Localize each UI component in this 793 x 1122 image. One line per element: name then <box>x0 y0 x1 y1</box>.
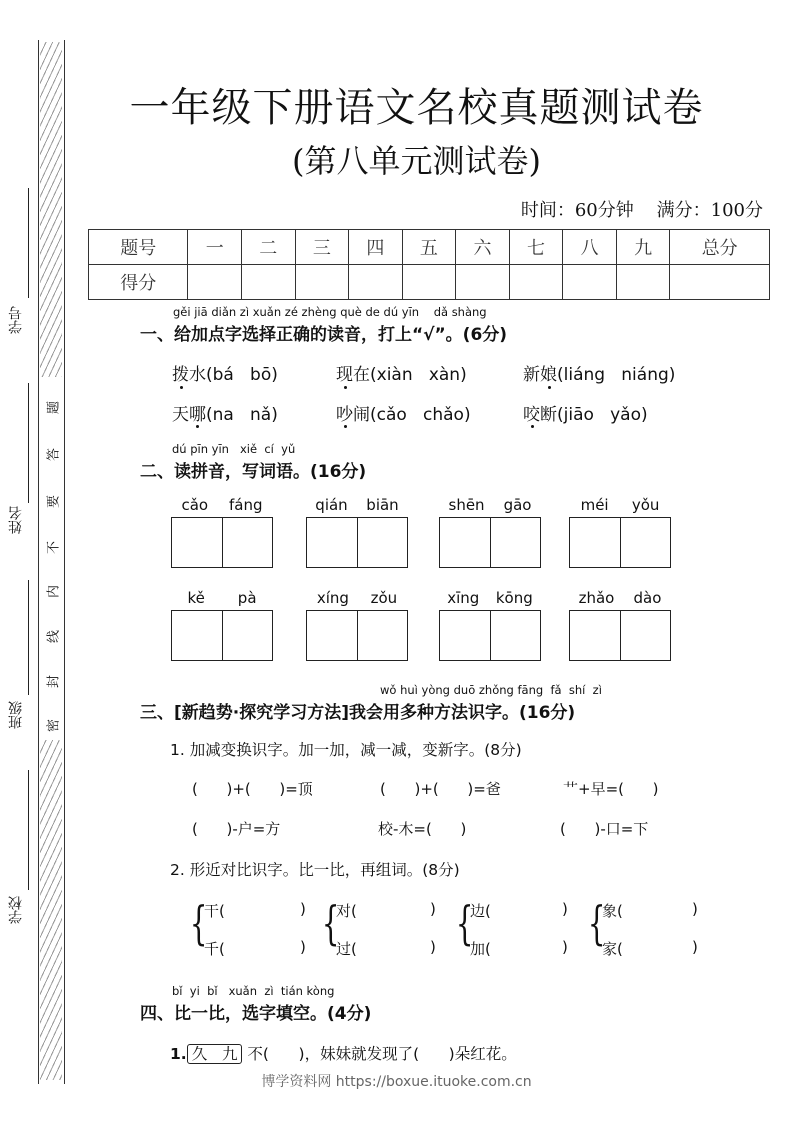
seal-char: 封 <box>46 675 62 689</box>
q4-item-number: 1. <box>170 1045 187 1063</box>
pinyin-pair <box>306 589 408 607</box>
writing-cell[interactable] <box>440 518 491 567</box>
writing-cell[interactable] <box>440 611 491 660</box>
close-paren[interactable]: ) <box>692 938 698 956</box>
brace-icon: { <box>455 896 474 950</box>
student-id-underline <box>28 188 29 298</box>
compare-char: 边( <box>470 902 491 920</box>
brace-icon: { <box>189 896 208 950</box>
q1-word: 咬断 <box>523 405 557 425</box>
writing-cell[interactable] <box>172 611 223 660</box>
q3-equation[interactable]: ( )+( )=顶 <box>192 780 313 798</box>
score-cell: 题号 <box>89 230 188 265</box>
class-underline <box>28 580 29 695</box>
brace-icon: { <box>587 896 606 950</box>
q3-sub2-title: 2. 形近对比识字。比一比，再组词。(8分) <box>170 861 460 879</box>
q1-word: 新娘 <box>523 365 557 385</box>
writing-grid[interactable] <box>171 517 273 568</box>
q1-options[interactable]: (bá bō) <box>206 365 278 385</box>
compare-char: 加( <box>470 940 491 958</box>
score-cell: 一 <box>188 230 242 265</box>
close-paren[interactable]: ) <box>300 900 306 918</box>
pinyin-syllable: zǒu <box>370 589 398 607</box>
q3-equation[interactable]: ( )+( )=爸 <box>380 780 501 798</box>
score-cell: 六 <box>456 230 510 265</box>
writing-cell[interactable] <box>358 611 408 660</box>
full-score: 满分：100分 <box>656 200 763 221</box>
q1-item <box>336 400 471 425</box>
q1-word: 现在 <box>336 365 370 385</box>
q1-word: 天哪 <box>172 405 206 425</box>
q1-options[interactable]: (cǎo chǎo) <box>370 405 471 425</box>
score-table-header-row <box>89 230 770 265</box>
close-paren[interactable]: ) <box>692 900 698 918</box>
binding-line-inner <box>64 40 65 1084</box>
q1-options[interactable]: (xiàn xàn) <box>370 365 467 385</box>
pinyin-pair <box>306 496 408 514</box>
writing-cell[interactable] <box>172 518 223 567</box>
score-cell: 五 <box>402 230 456 265</box>
compare-char: 家( <box>602 940 623 958</box>
pinyin-syllable: kōng <box>495 589 533 607</box>
score-table <box>88 229 770 300</box>
close-paren[interactable]: ) <box>430 900 436 918</box>
score-cell: 三 <box>295 230 349 265</box>
pinyin-pair <box>439 589 541 607</box>
pinyin-syllable: biān <box>366 496 399 514</box>
writing-cell[interactable] <box>223 611 273 660</box>
writing-cell[interactable] <box>570 611 621 660</box>
pinyin-syllable: shēn <box>448 496 485 514</box>
seal-char: 密 <box>46 719 62 733</box>
score-cell: 二 <box>242 230 296 265</box>
writing-cell[interactable] <box>621 611 671 660</box>
binding-hatch-bottom <box>40 740 62 1080</box>
writing-cell[interactable] <box>491 611 541 660</box>
score-input-cell[interactable] <box>242 265 296 300</box>
emphasis-dot <box>180 386 183 389</box>
score-table-score-row <box>89 265 770 300</box>
q1-word: 拨水 <box>172 365 206 385</box>
page-subtitle: (第八单元测试卷) <box>292 142 541 180</box>
q3-sub1-title: 1. 加减变换识字。加一加，减一减，变新字。(8分) <box>170 741 522 759</box>
compare-char: 千( <box>204 940 225 958</box>
time-limit: 时间：60分钟 <box>520 200 634 221</box>
q1-pinyin: gěi jiā diǎn zì xuǎn zé zhèng què de dú yīn dǎ shàng <box>173 305 487 319</box>
score-input-cell[interactable] <box>188 265 242 300</box>
binding-line-outer <box>38 40 39 1084</box>
seal-char: 内 <box>46 585 62 599</box>
seal-char: 答 <box>46 448 62 462</box>
name-label: 姓名 <box>8 506 24 534</box>
pinyin-syllable: fáng <box>229 496 263 514</box>
q1-title: 一、给加点字选择正确的读音，打上“√”。(6分) <box>140 325 508 345</box>
pinyin-syllable: xíng <box>316 589 349 607</box>
pinyin-pair <box>439 496 541 514</box>
compare-char: 象( <box>602 902 623 920</box>
pinyin-syllable: yǒu <box>631 496 660 514</box>
seal-char: 线 <box>46 630 62 644</box>
q4-title: 四、比一比，选字填空。(4分) <box>140 1004 372 1024</box>
pinyin-pair <box>569 589 671 607</box>
score-input-cell[interactable] <box>456 265 510 300</box>
q3-equation[interactable]: 校-木=( ) <box>378 820 467 838</box>
q2-pinyin: dú pīn yīn xiě cí yǔ <box>172 442 296 456</box>
writing-grid[interactable] <box>171 610 273 661</box>
pinyin-syllable: kě <box>187 589 205 607</box>
pinyin-syllable: pà <box>237 589 257 607</box>
choice-box: 久 九 <box>187 1044 243 1064</box>
name-underline <box>28 383 29 503</box>
school-label: 学校 <box>8 896 24 924</box>
pinyin-pair <box>171 496 273 514</box>
page-title: 一年级下册语文名校真题测试卷 <box>129 85 704 131</box>
close-paren[interactable]: ) <box>562 938 568 956</box>
score-cell: 七 <box>509 230 563 265</box>
pinyin-syllable: zhǎo <box>578 589 615 607</box>
close-paren[interactable]: ) <box>562 900 568 918</box>
writing-grid[interactable] <box>306 610 408 661</box>
writing-cell[interactable] <box>570 518 621 567</box>
q1-item <box>172 400 278 425</box>
writing-grid[interactable] <box>439 517 541 568</box>
seal-char: 要 <box>46 495 62 509</box>
q1-options[interactable]: (na nǎ) <box>206 405 278 425</box>
pinyin-syllable: qián <box>315 496 348 514</box>
q1-item <box>172 360 278 385</box>
brace-icon: { <box>321 896 340 950</box>
score-cell: 总分 <box>670 230 770 265</box>
exam-meta <box>521 196 763 222</box>
q1-word: 吵闹 <box>336 405 370 425</box>
pinyin-syllable: méi <box>580 496 609 514</box>
q1-options[interactable]: (jiāo yǎo) <box>557 405 648 425</box>
emphasis-dot <box>344 386 347 389</box>
school-underline <box>28 770 29 890</box>
pinyin-pair <box>171 589 273 607</box>
pinyin-pair <box>569 496 671 514</box>
writing-grid[interactable] <box>569 517 671 568</box>
score-input-cell[interactable] <box>563 265 617 300</box>
close-paren[interactable]: ) <box>430 938 436 956</box>
emphasis-dot <box>531 425 534 428</box>
emphasis-dot <box>548 386 551 389</box>
close-paren[interactable]: ) <box>300 938 306 956</box>
score-cell: 四 <box>349 230 403 265</box>
score-cell: 八 <box>563 230 617 265</box>
q4-sentence[interactable]: 不( )，妹妹就发现了( )朵红花。 <box>247 1045 517 1063</box>
writing-grid[interactable] <box>569 610 671 661</box>
q3-equation[interactable]: ( )-户=方 <box>192 820 281 838</box>
pinyin-syllable: gāo <box>503 496 532 514</box>
q3-title: 三、[新趋势·探究学习方法]我会用多种方法识字。(16分) <box>140 703 576 723</box>
writing-cell[interactable] <box>307 611 358 660</box>
watermark: 博学资料网 https://boxue.ituoke.com.cn <box>261 1074 532 1090</box>
writing-grid[interactable] <box>306 517 408 568</box>
writing-cell[interactable] <box>491 518 541 567</box>
writing-grid[interactable] <box>439 610 541 661</box>
score-cell: 九 <box>616 230 670 265</box>
pinyin-syllable: xīng <box>447 589 480 607</box>
compare-char: 干( <box>204 902 225 920</box>
q2-title: 二、读拼音，写词语。(16分) <box>140 462 367 482</box>
score-input-cell[interactable] <box>402 265 456 300</box>
score-input-cell[interactable] <box>349 265 403 300</box>
q1-item <box>336 360 467 385</box>
writing-cell[interactable] <box>621 518 671 567</box>
writing-cell[interactable] <box>223 518 273 567</box>
q1-options[interactable]: (liáng niáng) <box>557 365 676 385</box>
emphasis-dot <box>344 425 347 428</box>
q3-equation[interactable]: ( )-口=下 <box>560 820 649 838</box>
seal-char: 题 <box>46 401 62 415</box>
seal-char: 不 <box>46 541 62 555</box>
score-row-label: 得分 <box>89 265 188 300</box>
q3-equation[interactable]: 艹+早=( ) <box>563 780 659 798</box>
score-input-cell[interactable] <box>616 265 670 300</box>
student-id-label: 学号 <box>8 306 24 334</box>
q4-item-1 <box>170 1042 517 1064</box>
writing-cell[interactable] <box>307 518 358 567</box>
score-input-cell[interactable] <box>670 265 770 300</box>
compare-char: 对( <box>336 902 357 920</box>
compare-char: 过( <box>336 940 357 958</box>
class-label: 班级 <box>8 701 24 729</box>
emphasis-dot <box>196 425 199 428</box>
q4-pinyin: bǐ yi bǐ xuǎn zì tián kòng <box>172 984 335 998</box>
pinyin-syllable: dào <box>633 589 662 607</box>
q1-item <box>523 400 648 425</box>
pinyin-syllable: cǎo <box>181 496 209 514</box>
q3-pinyin: wǒ huì yòng duō zhǒng fāng fǎ shí zì <box>380 683 602 697</box>
score-input-cell[interactable] <box>509 265 563 300</box>
writing-cell[interactable] <box>358 518 408 567</box>
q1-item <box>523 360 675 385</box>
score-input-cell[interactable] <box>295 265 349 300</box>
